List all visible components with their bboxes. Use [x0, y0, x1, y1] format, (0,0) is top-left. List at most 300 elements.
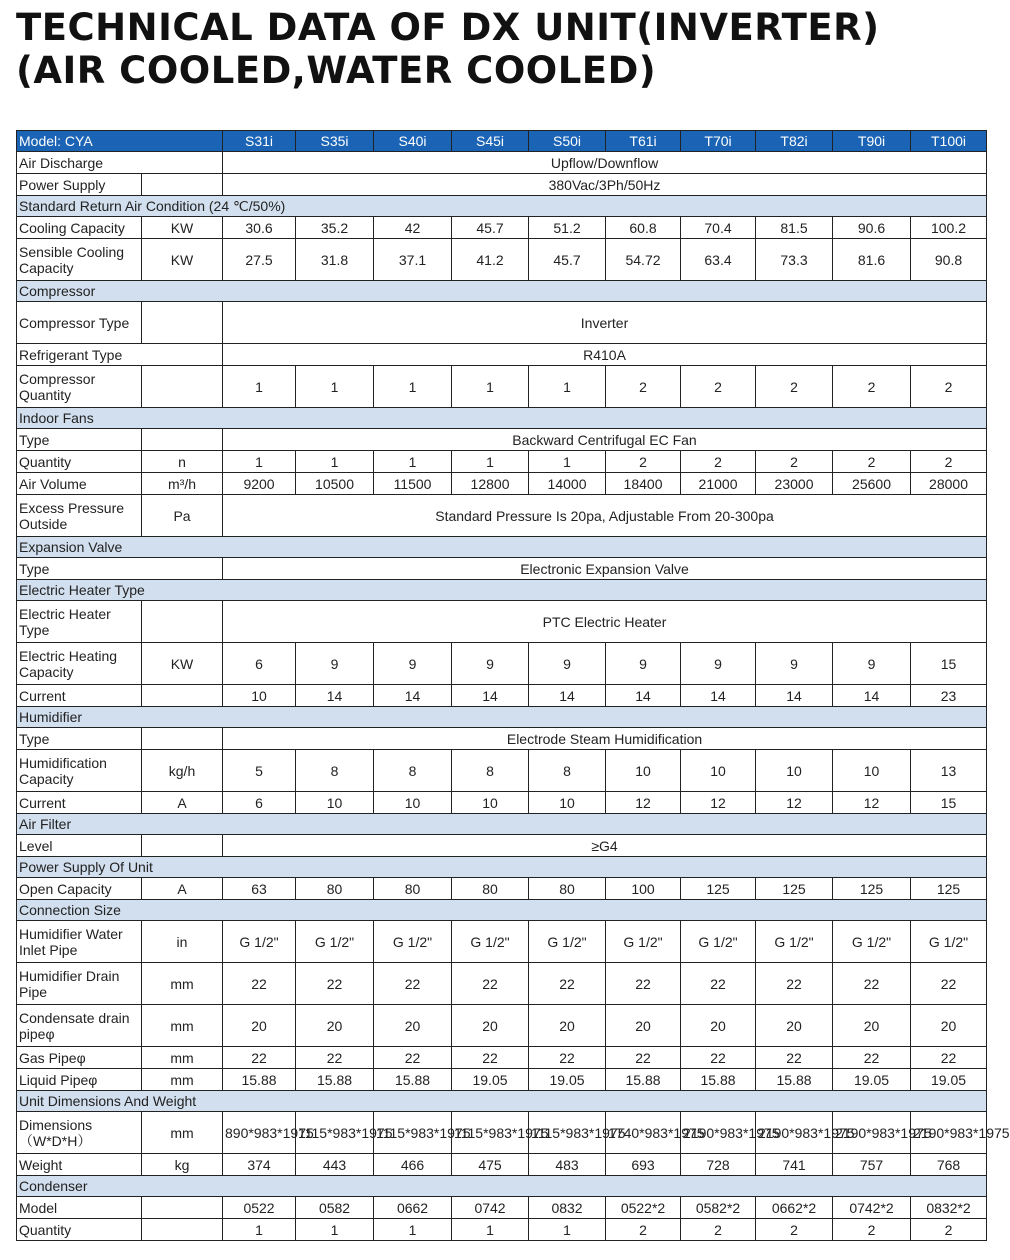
- section-title: Compressor: [17, 281, 987, 302]
- row-value: 14: [681, 685, 756, 707]
- row-label: Model: [17, 1197, 142, 1219]
- row-value: G 1/2": [681, 921, 756, 963]
- spec-row: [17, 1005, 987, 1047]
- row-value: 22: [911, 1047, 987, 1069]
- row-label: Humidification Capacity: [17, 750, 142, 792]
- row-unit: KW: [142, 239, 223, 281]
- spec-row: [17, 1047, 987, 1069]
- row-value: 18400: [606, 473, 681, 495]
- row-value: 12: [833, 792, 911, 814]
- row-value: 2: [833, 366, 911, 408]
- row-value: 9: [529, 643, 606, 685]
- row-value: 1: [529, 451, 606, 473]
- row-value: 20: [374, 1005, 452, 1047]
- row-value: 1: [374, 1219, 452, 1241]
- spec-row: [17, 750, 987, 792]
- row-value: 890*983*1975: [223, 1112, 296, 1154]
- row-value: 90.6: [833, 217, 911, 239]
- row-value: 20: [833, 1005, 911, 1047]
- row-value: 1740*983*1975: [606, 1112, 681, 1154]
- row-value: Backward Centrifugal EC Fan: [223, 429, 987, 451]
- row-value: 19.05: [833, 1069, 911, 1091]
- row-value: G 1/2": [452, 921, 529, 963]
- row-unit: A: [142, 792, 223, 814]
- row-value: 1: [223, 451, 296, 473]
- row-value: 80: [452, 878, 529, 900]
- row-unit: KW: [142, 217, 223, 239]
- row-value: 28000: [911, 473, 987, 495]
- row-value: 6: [223, 643, 296, 685]
- row-value: 1: [529, 366, 606, 408]
- spec-row: [17, 921, 987, 963]
- row-value: 20: [223, 1005, 296, 1047]
- section-header-row: [17, 196, 987, 217]
- row-value: 1: [223, 1219, 296, 1241]
- section-header-row: [17, 707, 987, 728]
- section-title: Standard Return Air Condition (24 ℃/50%): [17, 196, 987, 217]
- spec-row: [17, 366, 987, 408]
- row-label: Condensate drain pipeφ: [17, 1005, 142, 1047]
- row-value: 125: [911, 878, 987, 900]
- row-value: 693: [606, 1154, 681, 1176]
- page-title: [16, 6, 880, 92]
- row-value: 63.4: [681, 239, 756, 281]
- row-value: 9: [296, 643, 374, 685]
- row-value: 9: [452, 643, 529, 685]
- row-value: 30.6: [223, 217, 296, 239]
- row-unit: [142, 429, 223, 451]
- row-value: 20: [681, 1005, 756, 1047]
- row-value: 2190*983*1975: [911, 1112, 987, 1154]
- row-value: 443: [296, 1154, 374, 1176]
- row-unit: [142, 1197, 223, 1219]
- row-value: 1: [374, 366, 452, 408]
- row-label: Type: [17, 429, 142, 451]
- row-value: 22: [296, 1047, 374, 1069]
- row-value: 1: [452, 451, 529, 473]
- row-value: 35.2: [296, 217, 374, 239]
- row-value: 22: [374, 1047, 452, 1069]
- row-value: ≥G4: [223, 835, 987, 857]
- row-value: 60.8: [606, 217, 681, 239]
- row-value: G 1/2": [911, 921, 987, 963]
- row-value: 1: [296, 366, 374, 408]
- row-value: 9200: [223, 473, 296, 495]
- title-line-1: TECHNICAL DATA OF DX UNIT(INVERTER): [16, 6, 880, 49]
- section-header-row: [17, 537, 987, 558]
- row-label: Current: [17, 792, 142, 814]
- row-unit: mm: [142, 1005, 223, 1047]
- section-title: Air Filter: [17, 814, 987, 835]
- section-title: Expansion Valve: [17, 537, 987, 558]
- row-value: 8: [374, 750, 452, 792]
- model-header-row: [17, 131, 987, 152]
- row-label: Air Volume: [17, 473, 142, 495]
- row-value: Upflow/Downflow: [223, 152, 987, 174]
- row-value: 100: [606, 878, 681, 900]
- row-value: 2: [606, 1219, 681, 1241]
- row-value: 15.88: [681, 1069, 756, 1091]
- section-title: Electric Heater Type: [17, 580, 987, 601]
- row-label: Dimensions （W*D*H）: [17, 1112, 142, 1154]
- row-unit: m³/h: [142, 473, 223, 495]
- row-value: Electronic Expansion Valve: [223, 558, 987, 580]
- row-label: Open Capacity: [17, 878, 142, 900]
- row-value: 1: [529, 1219, 606, 1241]
- row-value: 9: [374, 643, 452, 685]
- row-value: 1: [296, 451, 374, 473]
- spec-row: [17, 878, 987, 900]
- row-value: 0522*2: [606, 1197, 681, 1219]
- row-value: 80: [529, 878, 606, 900]
- row-value: 100.2: [911, 217, 987, 239]
- row-value: 2190*983*1975: [833, 1112, 911, 1154]
- spec-row: [17, 473, 987, 495]
- row-unit: mm: [142, 1047, 223, 1069]
- row-value: R410A: [223, 344, 987, 366]
- row-value: 1: [296, 1219, 374, 1241]
- row-value: 6: [223, 792, 296, 814]
- row-value: 14: [529, 685, 606, 707]
- model-name: S45i: [452, 131, 529, 152]
- row-value: 9: [681, 643, 756, 685]
- row-value: 22: [223, 1047, 296, 1069]
- row-value: 22: [833, 963, 911, 1005]
- row-value: 25600: [833, 473, 911, 495]
- row-label: Excess Pressure Outside: [17, 495, 142, 537]
- row-value: 2: [681, 451, 756, 473]
- row-value: 1115*983*1975: [374, 1112, 452, 1154]
- row-value: 125: [756, 878, 833, 900]
- spec-row: [17, 495, 987, 537]
- model-name: T90i: [833, 131, 911, 152]
- row-value: 22: [452, 1047, 529, 1069]
- row-value: 2: [833, 451, 911, 473]
- spec-row: [17, 792, 987, 814]
- spec-row: [17, 217, 987, 239]
- row-unit: [142, 366, 223, 408]
- row-value: 20: [296, 1005, 374, 1047]
- row-value: 20: [756, 1005, 833, 1047]
- row-value: 125: [681, 878, 756, 900]
- model-name: T82i: [756, 131, 833, 152]
- row-value: 70.4: [681, 217, 756, 239]
- row-value: 2190*983*1975: [756, 1112, 833, 1154]
- model-name: T70i: [681, 131, 756, 152]
- row-value: 45.7: [452, 217, 529, 239]
- row-value: 80: [296, 878, 374, 900]
- row-value: 31.8: [296, 239, 374, 281]
- row-value: 19.05: [911, 1069, 987, 1091]
- spec-row: [17, 835, 987, 857]
- row-value: 768: [911, 1154, 987, 1176]
- row-value: 63: [223, 878, 296, 900]
- row-value: 14: [452, 685, 529, 707]
- row-value: 15.88: [606, 1069, 681, 1091]
- spec-row: [17, 685, 987, 707]
- row-value: 37.1: [374, 239, 452, 281]
- row-value: 0662*2: [756, 1197, 833, 1219]
- spec-row: [17, 963, 987, 1005]
- row-value: 22: [606, 963, 681, 1005]
- row-value: 1: [452, 1219, 529, 1241]
- spec-row: [17, 302, 987, 344]
- row-unit: [142, 174, 223, 196]
- row-value: 0662: [374, 1197, 452, 1219]
- row-value: 9: [833, 643, 911, 685]
- row-unit: mm: [142, 1069, 223, 1091]
- model-name: T100i: [911, 131, 987, 152]
- row-value: 12800: [452, 473, 529, 495]
- row-value: 728: [681, 1154, 756, 1176]
- row-value: 0742*2: [833, 1197, 911, 1219]
- row-value: 22: [452, 963, 529, 1005]
- section-title: Condenser: [17, 1176, 987, 1197]
- section-title: Power Supply Of Unit: [17, 857, 987, 878]
- row-value: 20: [606, 1005, 681, 1047]
- row-value: 13: [911, 750, 987, 792]
- section-header-row: [17, 580, 987, 601]
- row-unit: [142, 302, 223, 344]
- row-value: Inverter: [223, 302, 987, 344]
- row-label: Weight: [17, 1154, 142, 1176]
- row-unit: [142, 685, 223, 707]
- section-header-row: [17, 814, 987, 835]
- row-value: 2: [681, 1219, 756, 1241]
- row-value: 15.88: [223, 1069, 296, 1091]
- row-value: 81.5: [756, 217, 833, 239]
- row-label: Sensible Cooling Capacity: [17, 239, 142, 281]
- row-unit: [142, 601, 223, 643]
- spec-row: [17, 174, 987, 196]
- title-line-2: (AIR COOLED,WATER COOLED): [16, 49, 657, 92]
- row-unit: kg/h: [142, 750, 223, 792]
- spec-row: [17, 451, 987, 473]
- row-label: Gas Pipeφ: [17, 1047, 142, 1069]
- section-header-row: [17, 857, 987, 878]
- row-value: 2: [681, 366, 756, 408]
- row-value: 0582*2: [681, 1197, 756, 1219]
- row-value: 2: [833, 1219, 911, 1241]
- section-title: Connection Size: [17, 900, 987, 921]
- row-value: 10500: [296, 473, 374, 495]
- row-value: 22: [911, 963, 987, 1005]
- row-value: 19.05: [529, 1069, 606, 1091]
- row-value: 11500: [374, 473, 452, 495]
- row-value: 2: [606, 366, 681, 408]
- row-value: 380Vac/3Ph/50Hz: [223, 174, 987, 196]
- row-value: 15: [911, 643, 987, 685]
- row-value: 2: [756, 1219, 833, 1241]
- row-label: Air Discharge: [17, 152, 223, 174]
- row-value: 1115*983*1975: [296, 1112, 374, 1154]
- row-value: 0522: [223, 1197, 296, 1219]
- row-value: G 1/2": [756, 921, 833, 963]
- row-value: 15.88: [756, 1069, 833, 1091]
- row-value: G 1/2": [529, 921, 606, 963]
- row-value: 15: [911, 792, 987, 814]
- row-value: 14: [606, 685, 681, 707]
- row-value: 20: [452, 1005, 529, 1047]
- row-value: 0582: [296, 1197, 374, 1219]
- row-value: 125: [833, 878, 911, 900]
- row-value: 12: [606, 792, 681, 814]
- row-value: 9: [756, 643, 833, 685]
- row-value: 10: [223, 685, 296, 707]
- row-value: 2190*983*1975: [681, 1112, 756, 1154]
- row-label: Electric Heating Capacity: [17, 643, 142, 685]
- section-title: Indoor Fans: [17, 408, 987, 429]
- row-value: 23000: [756, 473, 833, 495]
- row-value: 14: [296, 685, 374, 707]
- spec-row: [17, 1069, 987, 1091]
- row-value: 0832*2: [911, 1197, 987, 1219]
- row-label: Quantity: [17, 1219, 142, 1241]
- section-header-row: [17, 900, 987, 921]
- row-value: 10: [529, 792, 606, 814]
- row-label: Compressor Quantity: [17, 366, 142, 408]
- row-value: 475: [452, 1154, 529, 1176]
- row-value: 10: [374, 792, 452, 814]
- row-value: 22: [681, 963, 756, 1005]
- row-value: 0742: [452, 1197, 529, 1219]
- row-value: 22: [681, 1047, 756, 1069]
- section-title: Unit Dimensions And Weight: [17, 1091, 987, 1112]
- spec-row: [17, 1219, 987, 1241]
- row-value: 22: [223, 963, 296, 1005]
- row-value: 12: [756, 792, 833, 814]
- row-value: 23: [911, 685, 987, 707]
- row-value: 483: [529, 1154, 606, 1176]
- model-name: T61i: [606, 131, 681, 152]
- row-value: PTC Electric Heater: [223, 601, 987, 643]
- row-value: 90.8: [911, 239, 987, 281]
- row-unit: kg: [142, 1154, 223, 1176]
- row-unit: [142, 728, 223, 750]
- row-value: 757: [833, 1154, 911, 1176]
- row-label: Humidifier Drain Pipe: [17, 963, 142, 1005]
- spec-row: [17, 601, 987, 643]
- row-value: 22: [374, 963, 452, 1005]
- row-value: 15.88: [374, 1069, 452, 1091]
- row-label: Quantity: [17, 451, 142, 473]
- row-value: 15.88: [296, 1069, 374, 1091]
- row-value: 51.2: [529, 217, 606, 239]
- spec-row: [17, 1154, 987, 1176]
- row-unit: KW: [142, 643, 223, 685]
- spec-row: [17, 344, 987, 366]
- row-value: 22: [296, 963, 374, 1005]
- row-label: Type: [17, 558, 223, 580]
- row-label: Electric Heater Type: [17, 601, 142, 643]
- row-value: Electrode Steam Humidification: [223, 728, 987, 750]
- row-value: 5: [223, 750, 296, 792]
- row-value: 54.72: [606, 239, 681, 281]
- section-header-row: [17, 281, 987, 302]
- row-value: 2: [911, 1219, 987, 1241]
- row-value: 20: [529, 1005, 606, 1047]
- row-label: Level: [17, 835, 142, 857]
- row-unit: A: [142, 878, 223, 900]
- section-header-row: [17, 1091, 987, 1112]
- row-value: 22: [529, 1047, 606, 1069]
- spec-row: [17, 239, 987, 281]
- row-value: 14: [374, 685, 452, 707]
- row-value: 466: [374, 1154, 452, 1176]
- row-label: Compressor Type: [17, 302, 142, 344]
- row-unit: [142, 1219, 223, 1241]
- spec-row: [17, 728, 987, 750]
- row-unit: [142, 835, 223, 857]
- row-value: 8: [529, 750, 606, 792]
- row-value: 1: [452, 366, 529, 408]
- row-value: 1: [223, 366, 296, 408]
- row-value: G 1/2": [833, 921, 911, 963]
- row-value: 0832: [529, 1197, 606, 1219]
- row-value: 10: [452, 792, 529, 814]
- row-value: 8: [296, 750, 374, 792]
- row-value: G 1/2": [223, 921, 296, 963]
- row-value: 2: [606, 451, 681, 473]
- row-value: 22: [756, 963, 833, 1005]
- model-name: S31i: [223, 131, 296, 152]
- row-value: 22: [833, 1047, 911, 1069]
- row-value: 22: [606, 1047, 681, 1069]
- row-value: 8: [452, 750, 529, 792]
- row-value: 21000: [681, 473, 756, 495]
- row-label: Refrigerant Type: [17, 344, 223, 366]
- section-title: Humidifier: [17, 707, 987, 728]
- row-value: 73.3: [756, 239, 833, 281]
- spec-row: [17, 1197, 987, 1219]
- row-value: 10: [833, 750, 911, 792]
- spec-row: [17, 558, 987, 580]
- row-label: Humidifier Water Inlet Pipe: [17, 921, 142, 963]
- row-value: 1115*983*1975: [452, 1112, 529, 1154]
- row-value: 1: [374, 451, 452, 473]
- row-value: 81.6: [833, 239, 911, 281]
- spec-row: [17, 429, 987, 451]
- row-value: 22: [529, 963, 606, 1005]
- row-value: 10: [296, 792, 374, 814]
- spec-table-body: [17, 131, 1010, 1241]
- row-value: 10: [681, 750, 756, 792]
- model-name: S40i: [374, 131, 452, 152]
- row-value: G 1/2": [296, 921, 374, 963]
- row-value: 20: [911, 1005, 987, 1047]
- row-unit: n: [142, 451, 223, 473]
- row-value: 45.7: [529, 239, 606, 281]
- row-value: 741: [756, 1154, 833, 1176]
- row-value: 2: [911, 451, 987, 473]
- row-value: 14: [833, 685, 911, 707]
- row-unit: Pa: [142, 495, 223, 537]
- model-name: S35i: [296, 131, 374, 152]
- row-label: Liquid Pipeφ: [17, 1069, 142, 1091]
- row-value: 2: [911, 366, 987, 408]
- row-value: 2: [756, 451, 833, 473]
- section-header-row: [17, 1176, 987, 1197]
- row-value: 14000: [529, 473, 606, 495]
- model-name: S50i: [529, 131, 606, 152]
- row-value: 14: [756, 685, 833, 707]
- row-value: G 1/2": [606, 921, 681, 963]
- row-value: 10: [756, 750, 833, 792]
- row-value: 2: [756, 366, 833, 408]
- row-value: 10: [606, 750, 681, 792]
- row-unit: mm: [142, 1112, 223, 1154]
- row-label: Power Supply: [17, 174, 142, 196]
